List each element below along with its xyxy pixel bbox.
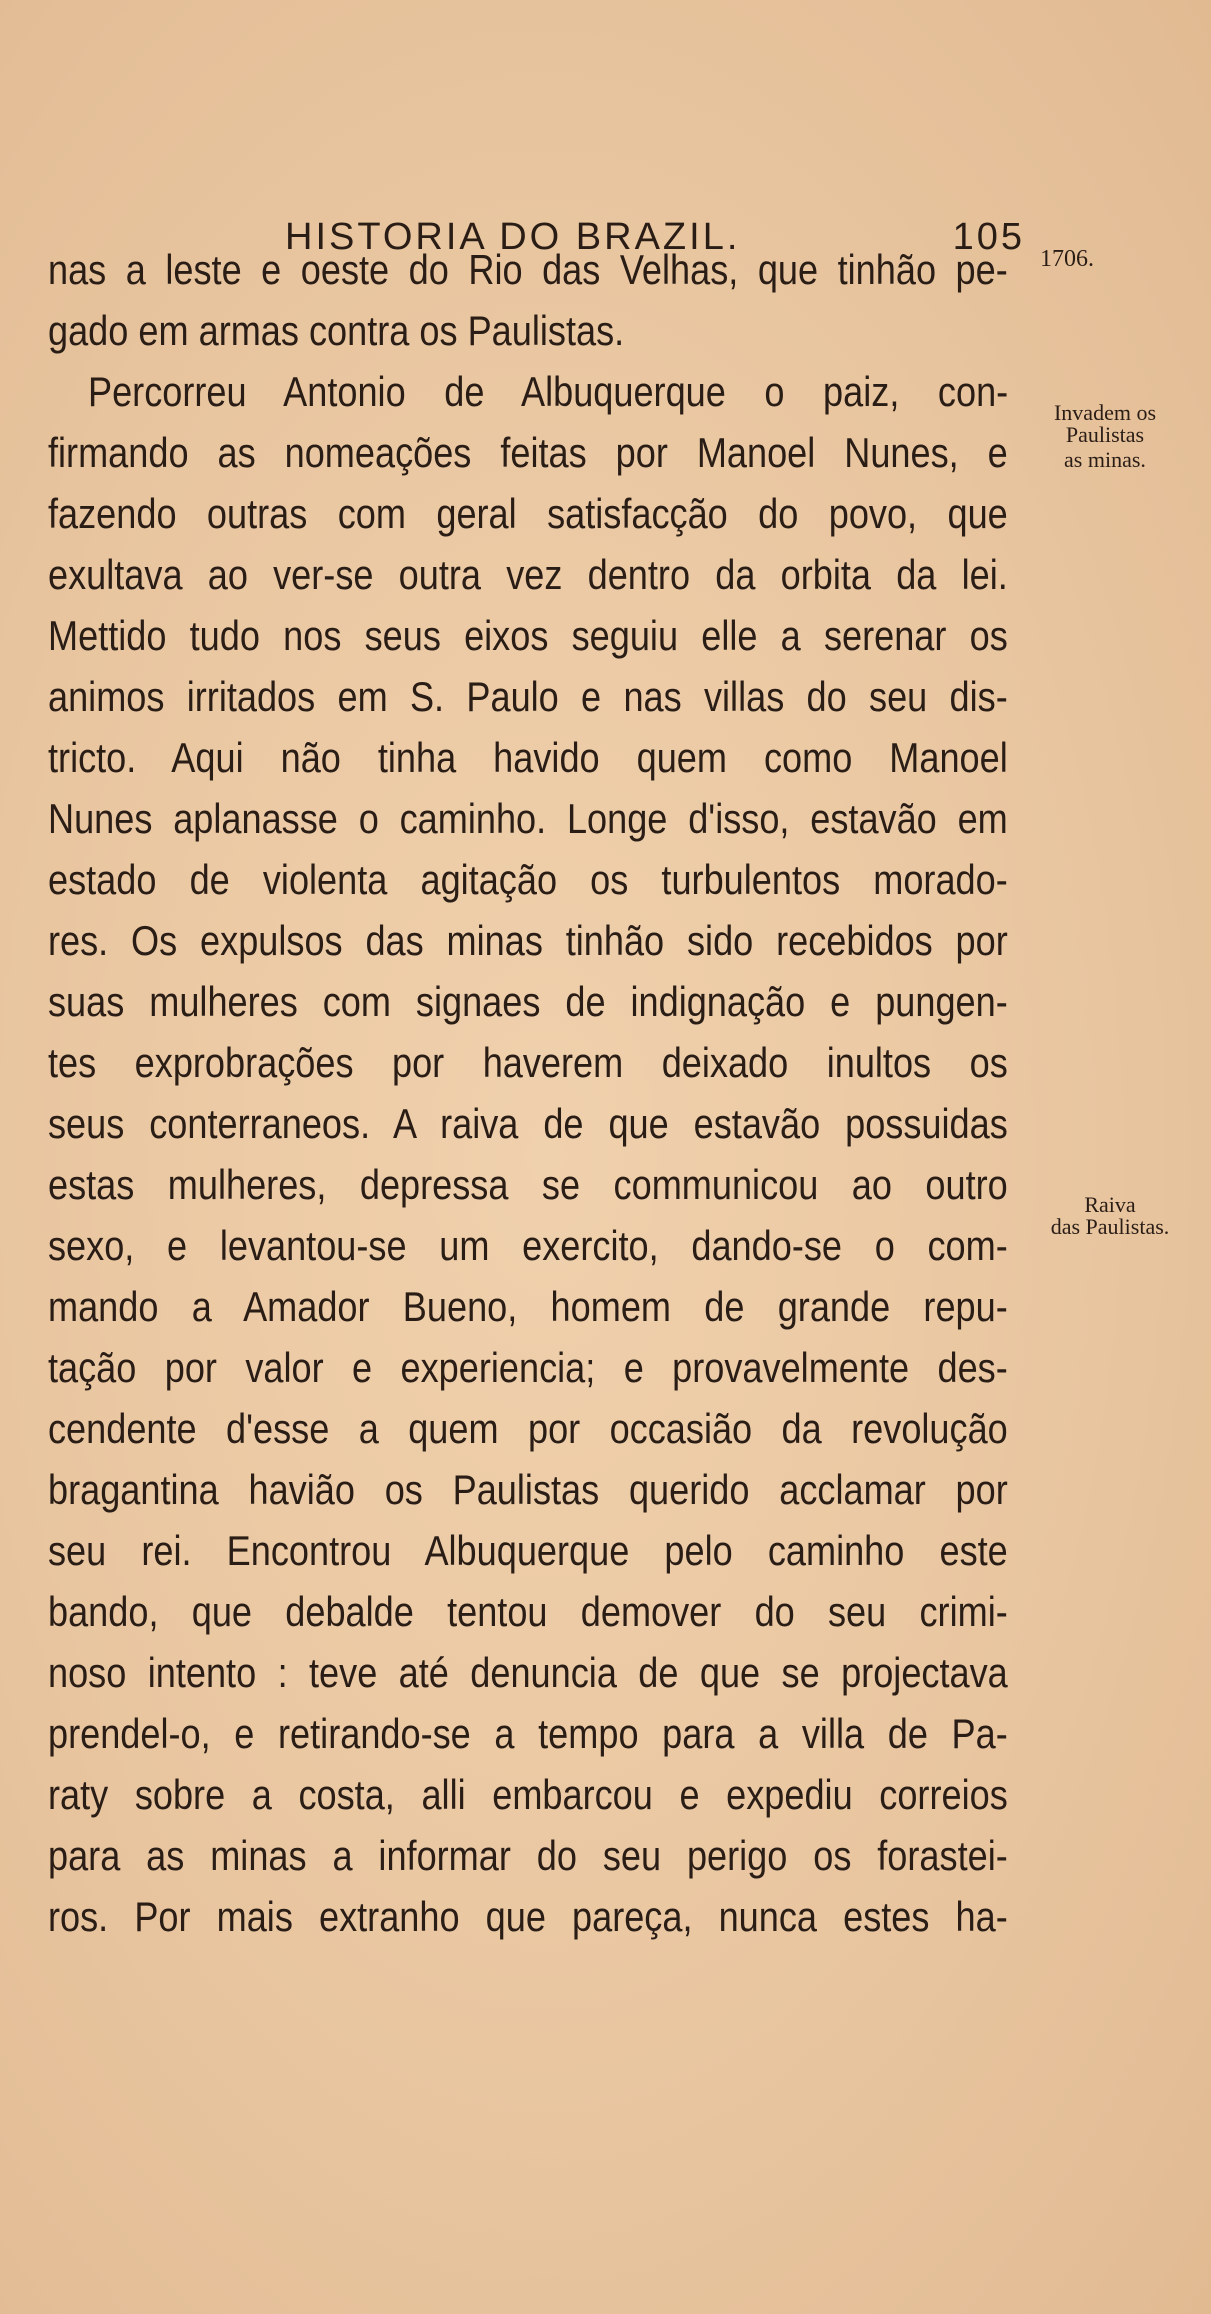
text-line: seus conterraneos. A raiva de que estavão possuidas — [48, 1100, 1008, 1147]
text-line: animos irritados em S. Paulo e nas villas do seu dis- — [48, 673, 1008, 720]
text-line: mando a Amador Bueno, homem de grande repu- — [48, 1283, 1008, 1330]
text-line: raty sobre a costa, alli embarcou e expediu correios — [48, 1771, 1008, 1818]
margin-note-invadem — [1035, 402, 1175, 471]
margin-note-line: Raiva — [1084, 1192, 1136, 1217]
text-line: nas a leste e oeste do Rio das Velhas, que tinhão pe- — [48, 246, 1008, 293]
text-line: cendente d'esse a quem por occasião da revolução — [48, 1405, 1008, 1452]
text-line: res. Os expulsos das minas tinhão sido recebidos por — [48, 917, 1008, 964]
margin-note-line: as minas. — [1064, 447, 1146, 472]
text-line: tação por valor e experiencia; e provavelmente des- — [48, 1344, 1008, 1391]
text-line: para as minas a informar do seu perigo os forastei- — [48, 1832, 1008, 1879]
text-line: bragantina havião os Paulistas querido acclamar por — [48, 1466, 1008, 1513]
text-line: gado em armas contra os Paulistas. — [48, 307, 625, 354]
text-line: estas mulheres, depressa se communicou ao outro — [48, 1161, 1008, 1208]
text-line: tricto. Aqui não tinha havido quem como Manoel — [48, 734, 1008, 781]
text-line: noso intento : teve até denuncia de que se projectava — [48, 1649, 1008, 1696]
text-line: ros. Por mais extranho que pareça, nunca estes ha- — [48, 1893, 1008, 1940]
text-line: Percorreu Antonio de Albuquerque o paiz, con- — [88, 368, 1009, 415]
margin-note-line: Invadem os — [1053, 400, 1157, 425]
margin-year: 1706. — [1040, 246, 1094, 272]
text-line: Nunes aplanasse o caminho. Longe d'isso, estavão em — [48, 795, 1008, 842]
text-line: seu rei. Encontrou Albuquerque pelo caminho este — [48, 1527, 1008, 1574]
running-title: HISTORIA DO BRAZIL. — [285, 216, 741, 258]
text-line: fazendo outras com geral satisfacção do povo, que — [48, 490, 1008, 537]
text-line: bando, que debalde tentou demover do seu crimi- — [48, 1588, 1008, 1635]
margin-note-line: Paulistas — [1065, 422, 1145, 447]
text-line: Mettido tudo nos seus eixos seguiu elle a serenar os — [48, 612, 1008, 659]
margin-note-line: das Paulistas. — [1050, 1214, 1170, 1239]
text-line: firmando as nomeações feitas por Manoel Nunes, e — [48, 429, 1008, 476]
text-line: sexo, e levantou-se um exercito, dando-se o com- — [48, 1222, 1008, 1269]
text-line: exultava ao ver-se outra vez dentro da orbita da lei. — [48, 551, 1008, 598]
text-line: estado de violenta agitação os turbulentos morado- — [48, 856, 1008, 903]
page-number: 105 — [952, 216, 1025, 258]
text-line: tes exprobrações por haverem deixado inultos os — [48, 1039, 1008, 1086]
text-line: suas mulheres com signaes de indignação e pungen- — [48, 978, 1008, 1025]
text-line: prendel-o, e retirando-se a tempo para a villa de Pa- — [48, 1710, 1008, 1757]
margin-note-raiva — [1025, 1194, 1195, 1238]
